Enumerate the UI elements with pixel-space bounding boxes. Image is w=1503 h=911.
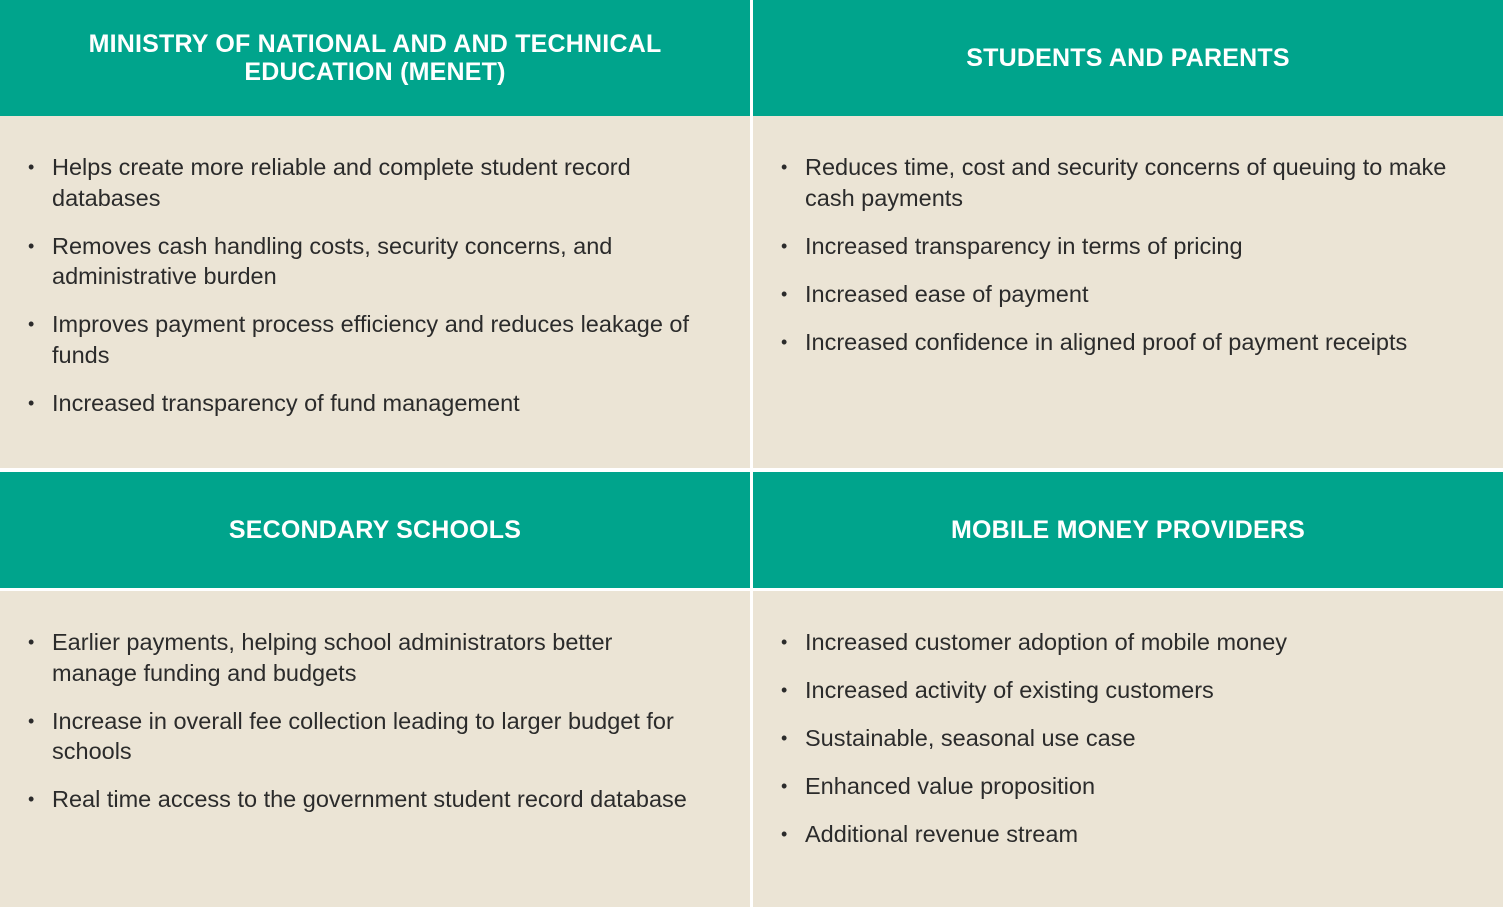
list-item: • Improves payment process efficiency and reduces leakage of funds <box>28 311 690 368</box>
list-item: • Reduces time, cost and security concerns of queuing to make cash payments <box>781 154 1447 211</box>
bullet-icon: • <box>781 776 788 796</box>
quadrant-title: SECONDARY SCHOOLS <box>228 516 522 544</box>
quadrant-header-secondary-schools <box>0 472 750 588</box>
bullet-icon: • <box>28 789 35 809</box>
quadrant-header-menet <box>0 0 750 116</box>
quadrant-body-menet <box>0 116 750 468</box>
bullet-icon: • <box>781 632 788 652</box>
list-item: • Increased customer adoption of mobile money <box>781 627 1463 658</box>
bullet-icon: • <box>781 283 788 304</box>
list-item: • Increased ease of payment <box>781 279 1463 310</box>
bullet-icon: • <box>781 728 788 748</box>
bullet-icon: • <box>28 392 35 413</box>
bullet-icon: • <box>781 235 788 256</box>
list-item: • Enhanced value proposition <box>781 771 1463 802</box>
quadrant-title: STUDENTS AND PARENTS <box>966 44 1290 72</box>
list-item: • Increased transparency of fund management <box>28 388 692 419</box>
bullet-icon: • <box>28 314 35 334</box>
quadrant-title: MOBILE MONEY PROVIDERS <box>951 516 1305 544</box>
list-item: • Increased activity of existing customers <box>781 675 1463 706</box>
quadrant-title: MINISTRY OF NATIONAL AND AND TECHNICAL EDUCATION (MENET) <box>88 30 662 86</box>
quadrant-header-mobile-money-providers <box>753 472 1503 588</box>
bullet-icon: • <box>28 235 35 256</box>
list-item: • Increase in overall fee collection leading to larger budget for schools <box>28 707 674 764</box>
bullet-icon: • <box>781 824 788 844</box>
bullet-icon: • <box>28 157 35 177</box>
bullet-icon: • <box>781 331 788 352</box>
list-item: • Increased confidence in aligned proof of payment receipts <box>781 327 1463 358</box>
list-item: • Sustainable, seasonal use case <box>781 723 1463 754</box>
list-item: • Helps create more reliable and complete student record databases <box>28 154 631 211</box>
benefits-list <box>28 627 710 815</box>
quadrant-body-secondary-schools <box>0 591 750 907</box>
list-item: • Additional revenue stream <box>781 819 1463 850</box>
list-item: • Real time access to the government student record database <box>28 784 692 815</box>
quadrant-body-students-parents <box>753 116 1503 468</box>
benefits-list <box>781 152 1463 357</box>
list-item: • Earlier payments, helping school administrators better manage funding and budgets <box>28 629 613 686</box>
list-item: • Increased transparency in terms of pricing <box>781 231 1463 262</box>
bullet-icon: • <box>28 632 35 652</box>
benefits-list <box>28 152 710 418</box>
bullet-icon: • <box>28 710 35 731</box>
quadrant-header-students-parents <box>753 0 1503 116</box>
list-item: • Removes cash handling costs, security concerns, and administrative burden <box>28 232 613 289</box>
benefits-list <box>781 627 1463 850</box>
bullet-icon: • <box>781 680 788 700</box>
quadrant-body-mobile-money-providers <box>753 591 1503 907</box>
bullet-icon: • <box>781 157 788 177</box>
